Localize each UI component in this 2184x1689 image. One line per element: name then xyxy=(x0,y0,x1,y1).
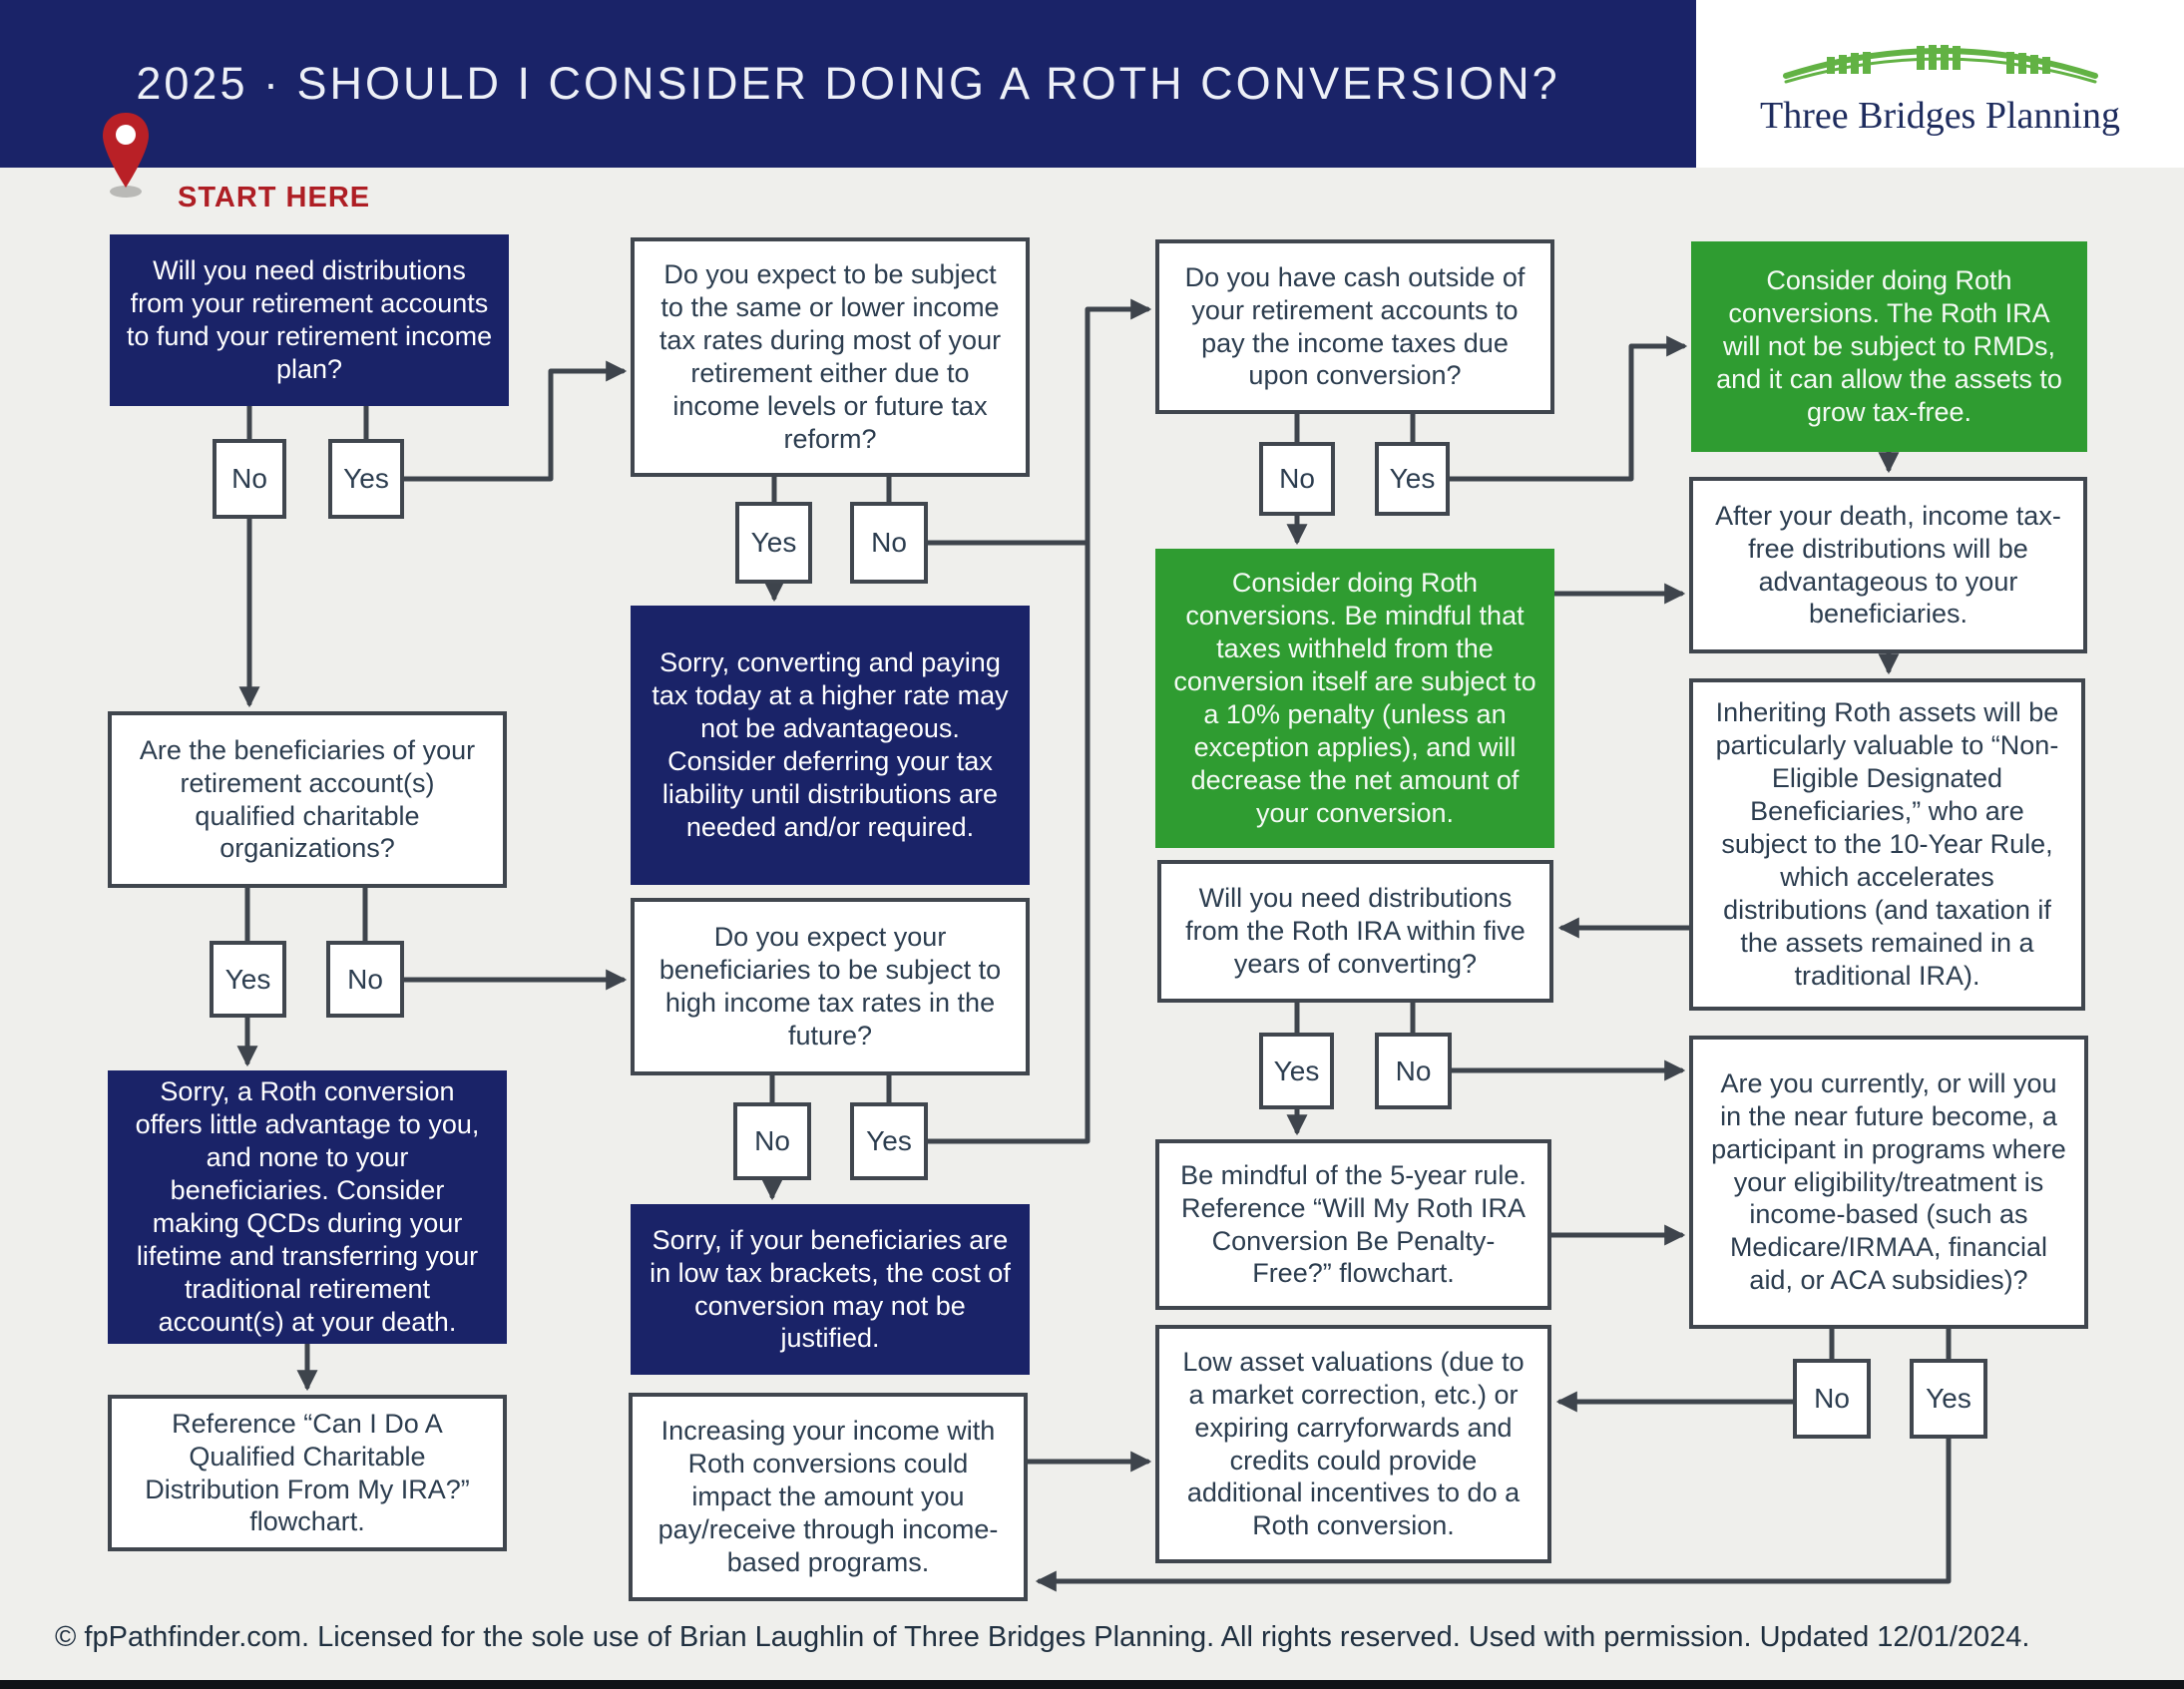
answer-q5-no: No xyxy=(733,1102,811,1180)
node-inheriting-roth-assets: Inheriting Roth assets will be particularly valuable to “Non-Eligible Designated Beneficiaries,” who are subject to the 10-Year Rule, which accelerates distributions (and taxation if the assets remained in a traditional IRA). xyxy=(1689,678,2085,1011)
brand-logo xyxy=(1696,0,2184,168)
bridge-logo-icon xyxy=(1781,30,2100,90)
node-after-death-tax-free: After your death, income tax-free distributions will be advantageous to your beneficiaries. xyxy=(1689,477,2087,653)
node-q6-roth-within-five-years: Will you need distributions from the Roth IRA within five years of converting? xyxy=(1157,860,1553,1003)
answer-q2-yes: Yes xyxy=(735,502,812,584)
answer-q6-yes: Yes xyxy=(1259,1033,1334,1109)
start-here-label: START HERE xyxy=(178,182,371,213)
answer-q4-yes: Yes xyxy=(210,941,286,1018)
node-sorry-higher-rate: Sorry, converting and paying tax today at a higher rate may not be advantageous. Consider deferring your tax liability until distributions are needed and/or required. xyxy=(631,606,1030,885)
bottom-rule xyxy=(0,1680,2184,1689)
node-low-asset-valuations: Low asset valuations (due to a market correction, etc.) or expiring carryforwards and credits could provide additional incentives to do a Roth conversion. xyxy=(1155,1325,1551,1563)
answer-q1-no: No xyxy=(213,439,286,519)
answer-q1-yes: Yes xyxy=(328,439,404,519)
license-footer: © fpPathfinder.com. Licensed for the sole use of Brian Laughlin of Three Bridges Planning. All rights reserved. Used with permission. Updated 12/01/2024. xyxy=(55,1621,2030,1653)
answer-q3-no: No xyxy=(1259,442,1335,516)
answer-q2-no: No xyxy=(850,502,928,584)
brand-name: Three Bridges Planning xyxy=(1760,95,2120,137)
node-q7-income-based-programs: Are you currently, or will you in the near future become, a participant in programs where your eligibility/treatment is income-based (such as Medicare/IRMAA, financial aid, or ACA subsidies)? xyxy=(1689,1036,2088,1329)
node-increasing-income-programs: Increasing your income with Roth conversions could impact the amount you pay/receive through income-based programs. xyxy=(629,1393,1028,1601)
node-q5-beneficiaries-high-rates: Do you expect your beneficiaries to be subject to high income tax rates in the future? xyxy=(631,898,1030,1075)
node-sorry-low-brackets: Sorry, if your beneficiaries are in low tax brackets, the cost of conversion may not be justified. xyxy=(631,1204,1030,1375)
node-q3-cash-outside: Do you have cash outside of your retirement accounts to pay the income taxes due upon conversion? xyxy=(1155,239,1554,414)
answer-q6-no: No xyxy=(1375,1033,1452,1109)
answer-q3-yes: Yes xyxy=(1375,442,1450,516)
header-bar xyxy=(0,0,1696,168)
answer-q4-no: No xyxy=(326,941,404,1018)
node-consider-roth-withholding: Consider doing Roth conversions. Be mindful that taxes withheld from the conversion itself are subject to a 10% penalty (unless an exception applies), and will decrease the net amount of your conversion. xyxy=(1155,549,1554,848)
node-q1-need-distributions: Will you need distributions from your retirement accounts to fund your retirement income plan? xyxy=(110,234,509,406)
node-q4-beneficiaries-charitable: Are the beneficiaries of your retirement account(s) qualified charitable organizations? xyxy=(108,711,507,888)
node-five-year-rule-reference: Be mindful of the 5-year rule. Reference “Will My Roth IRA Conversion Be Penalty-Free?” flowchart. xyxy=(1155,1139,1551,1310)
start-here-pin-icon xyxy=(100,110,152,205)
node-reference-qcd-flowchart: Reference “Can I Do A Qualified Charitable Distribution From My IRA?” flowchart. xyxy=(108,1395,507,1551)
node-consider-roth-rmd: Consider doing Roth conversions. The Roth IRA will not be subject to RMDs, and it can allow the assets to grow tax-free. xyxy=(1691,241,2087,452)
answer-q7-yes: Yes xyxy=(1910,1359,1987,1439)
answer-q7-no: No xyxy=(1793,1359,1871,1439)
page-title: 2025 · SHOULD I CONSIDER DOING A ROTH CONVERSION? xyxy=(136,58,1560,109)
answer-q5-yes: Yes xyxy=(850,1102,928,1180)
node-sorry-little-advantage: Sorry, a Roth conversion offers little advantage to you, and none to your beneficiaries. Consider making QCDs during your lifetime and transferring your traditional retirement account(s) at your death. xyxy=(108,1070,507,1344)
node-q2-same-or-lower-rates: Do you expect to be subject to the same or lower income tax rates during most of your retirement either due to income levels or future tax reform? xyxy=(631,237,1030,477)
